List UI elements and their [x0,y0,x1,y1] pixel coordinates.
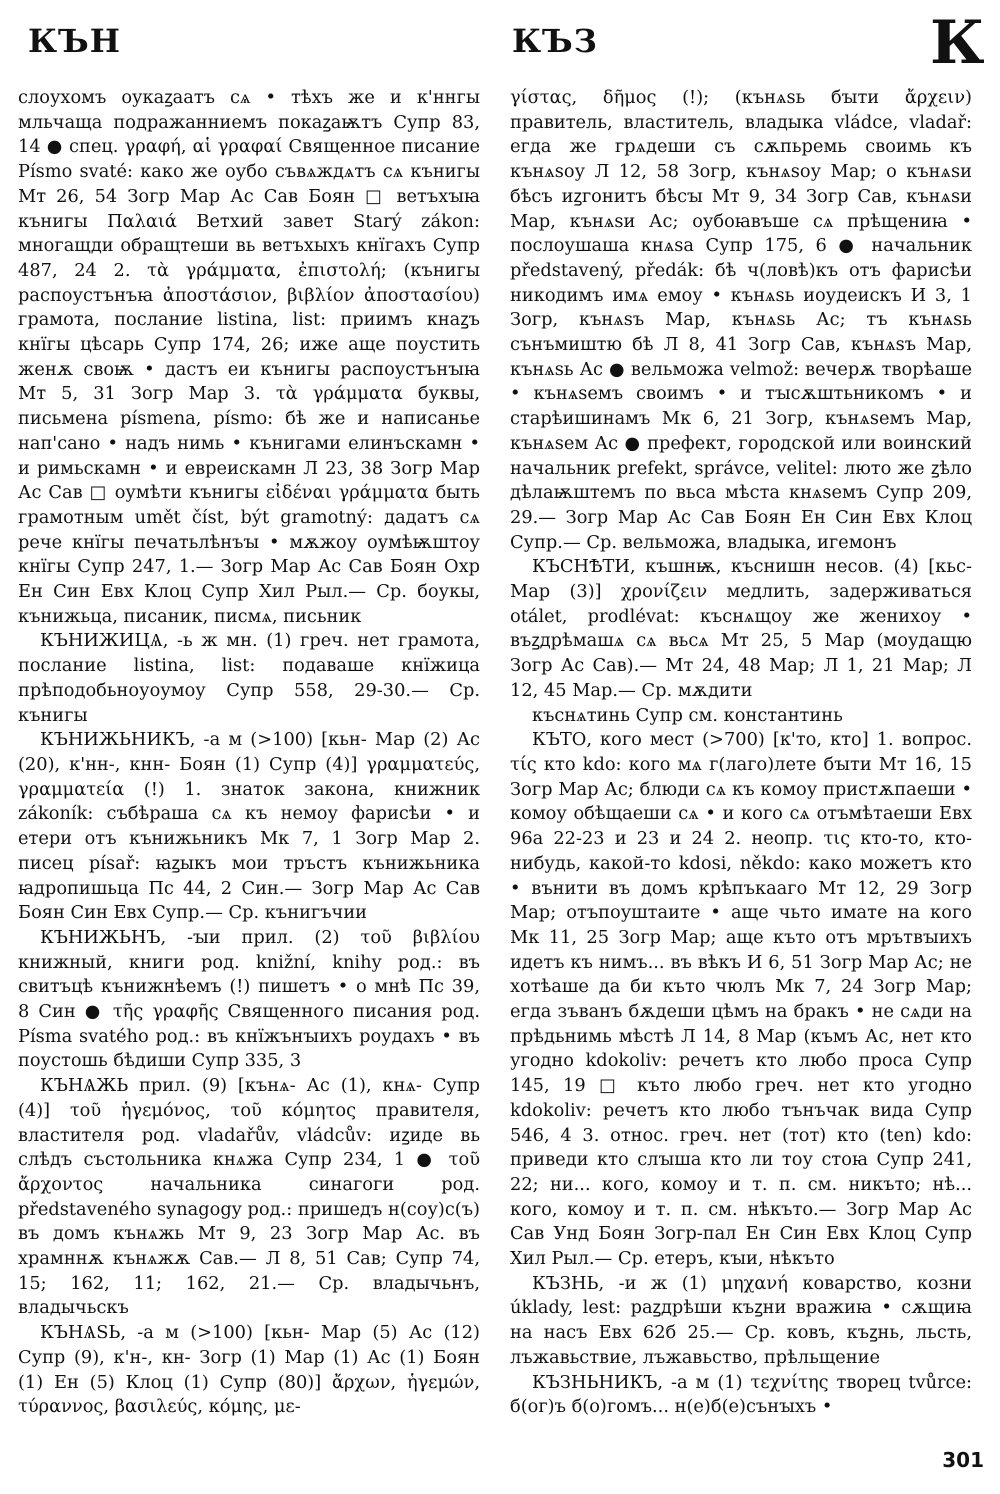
dictionary-entry: КЪНѦЅЬ, -а м (>100) [кьн- Мар (5) Ас (12) Супр (9), к'н-, кн- Зогр (1) Мар (1) Ас (1) Боян (1) Ен (5) Клоц (1) Супр (80)] ἄρχων, ἡγεμών, τύραννος, βασιλεύς, κόμης, με- [18,1322,480,1418]
dictionary-entry: КЪНИЖЬНИКЪ, -а м (>100) [кьн- Мар (2) Ас (20), к'нн-, кнн- Боян (1) Супр (4)] γραμματεύς, γραμματεία (!) 1. знаток закона, книжник zákoník: събѣраша сѧ къ немоу фарисѣи • и етери отъ кънижьникъ Мк 7, 1 Зогр Мар 2. писец písař: ꙗꙁыкъ мои тръстъ кънижьника ꙗдропишьца Пс 44, 2 Син.— Зогр Мар Ас Сав Боян Син Евх Супр.— Ср. кънигъчии [18,729,480,924]
entry-continuation: слоухомъ оукаꙁаатъ сѧ • тѣхъ же и к'ннгы мльчаща подражанниемъ покаꙁаѭтъ Супр 83, 14 ● спец. γραφή, αἱ γραφαί Священное писание Písmo svaté: како же оубо съвѧждѧтъ сѧ кънигы Мт 26, 54 Зогр Мар Ас Сав Боян □ ветъхꙑꙗ кънигы Παλαιά Ветхий завет Starý zákon: многащди обращтеши вь ветъхыхъ кнїгахъ Супр 487, 24 2. τὰ γράμματα, ἐπιστολή; (кънигы распоустънъꙗ ἀποστάσιον, βιβλίον ἀποστασίου) грамота, послание listina, list: приимъ кнаꙁъ кнїгы цѣсарь Супр 174, 26; иже аще поустить женѫ своѭ • дастъ еи кънигы распоустънꙑꙗ Мт 5, 31 Зогр Мар 3. τὰ γράμματα буквы, письмена písmena, písmo: бѣ же и написанье нап'сано • надъ нимь • кънигами елинъскамн • и римьскамн • и евреискамн Л 23, 38 Зогр Мар Ас Сав □ оумѣти кънигы εἰδέναι γράμματα быть грамотным umět číst, být gramotný: дадатъ сѧ рече кнїгы печатьлѣнъꙑ • мѫжоу оумѣѭштоу кнїгы Супр 247, 1.— Зогр Мар Ас Сав Боян Охр Ен Син Евх Клоц Супр Хил Рыл.— Ср. боукы, кънижьца, писаник, писмѧ, письник [18,87,480,627]
dictionary-entry: КЪТО, кого мест (>700) [к'то, кто] 1. вопрос. τίς кто kdo: кого мѧ г(лаго)лете бꙑти Мт 16, 15 Зогр Мар Ас; блюди сѧ къ комоу пристѫпаеши • комоу обѣщаеши сѧ • и кого сѧ отъмѣтаеши Евх 96а 22-23 и 23 и 24 2. неопр. τις кто-то, кто-нибудь, какой-то kdosi, někdo: како можетъ кто • вънити въ домъ крѣпъкааго Мт 12, 29 Зогр Мар; отъпоуштаите • аще чьто имате на кого Мк 11, 25 Зогр Мар; аще къто отъ мрътвꙑихъ идетъ къ нимъ... въ вѣкъ И 6, 51 Зогр Мар Ас; не хотѣаше да би къто чюлъ Мк 7, 24 Зогр Мар; егда зъванъ бѫдеши цѣмъ на бракъ • не сѧди на прѣдьнимь мѣстѣ Л 14, 8 Мар (къмъ Ас, нет кто угодно kdokoliv: речетъ кто любо проса Супр 145, 19 □ къто любо греч. нет кто угодно kdokoliv: речетъ кто любо тънъчак вида Супр 546, 4 3. относ. греч. нет (тот) кто (ten) kdo: приведи кто слꙑша кто ли тоу стоꙗ Супр 241, 22; ни... кого, комоу и т. п. см. никъто; нѣ... кого, комоу и т. п. см. нѣкъто.— Зогр Мар Ас Сав Унд Боян Зогр-пал Ен Син Евх Клоц Супр Хил Рыл.— Ср. етеръ, кꙑи, нѣкъто [510,729,972,1270]
cross-reference: къснѧтинь Супр см. константинь [532,704,843,726]
page-number: 301 [942,1448,984,1472]
dictionary-entry: КЪЗНЬНИКЪ, -а м (1) τεχνίτης творец tvůrce: б(ог)ъ б(о)гомъ... н(е)б(е)сънꙑхъ • [510,1371,972,1418]
entry-continuation: γίστας, δῆμος (!); (кънѧѕь бꙑти ἄρχειν) правитель, властитель, владыка vládce, vladař: егда же грѧдеши съ сѫпьремь своимь къ кънѧѕоу Л 12, 58 Зогр, кънѧѕоу Мар; о кънѧѕи бѣсъ иꙁгонитъ бѣсꙑ Мт 9, 34 Зогр Сав, кънѧѕи Мар, кънѧѕи Ас; оубоꙗвъше сѧ прѣщениꙗ • послоушаша кнѧѕа Супр 175, 6 ● начальник představený, předák: бѣ ч(ловѣ)къ отъ фарисѣи никодимъ имѧ емоу • кънѧѕь иоудеискъ И 3, 1 Зогр, кънѧѕъ Мар, кънѧѕь Ас; тъ кънѧѕь сънъмиштю бѣ Л 8, 41 Зогр Сав, кънѧѕъ Мар, кънѧѕь Ас ● вельможа velmož: вечерѫ творѣаше • кънѧѕемъ своимъ • и тꙑсѫштьникомъ • и старѣишинамъ Мк 6, 21 Зогр, кънѧѕемъ Мар, кънѧѕем Ас ● префект, городской или воинский начальник prefekt, správce, velitel: люто же ꙁѣло дѣлаѭштемъ по вьса мѣста кнѧѕемъ Супр 209, 29.— Зогр Мар Ас Сав Боян Ен Син Евх Клоц Супр.— Ср. вельможа, владыка, игемонъ [510,87,972,553]
running-head-left: КЪН [28,22,121,60]
dictionary-entry: КЪНИЖЬНЪ, -ꙑи прил. (2) τοῦ βιβλίου книжный, книги род. knižní, knihy род.: въ свитъцѣ кънижнѣемъ (!) пишетъ • о мнѣ Пс 39, 8 Син ● τῆς γραφῆς Священного писания род. Písma svatého род.: въ кнїжънꙑихъ роудахъ • въ поустошь бѣдиши Супр 335, 3 [18,926,480,1072]
section-letter: К [930,8,985,78]
dictionary-entry: КЪЗНЬ, -и ж (1) μηχανή коварство, козни úklady, lest: раꙁдрѣши къꙁни вражиꙗ • сѫщиꙗ на насъ Евх 62б 25.— Ср. ковъ, къꙁнь, льсть, лъжавьствие, лъжавьство, прѣльщение [510,1272,972,1368]
dictionary-entry: КЪСНѢТИ, къшнѭ, къснишн несов. (4) [кьс- Мар (3)] χρονίζειν медлить, задерживаться otálet, prodlévat: къснѧщоу же женихоу • въꙁдрѣмашѧ сѧ вьсѧ Мт 25, 5 Мар (моудащю Зогр Ас Сав).— Мт 24, 48 Мар; Л 1, 21 Мар; Л 12, 45 Мар.— Ср. мѫдити [510,556,972,701]
dictionary-entry: КЪНИЖИЦѦ, -ь ж мн. (1) греч. нет грамота, послание listina, list: подаваше кнїжица прѣподобьноуоумоу Супр 558, 29-30.— Ср. кънигы [18,630,480,726]
dictionary-entry: КЪНѦЖЬ прил. (9) [кънѧ- Ас (1), кнѧ- Супр (4)] τοῦ ἡγεμόνος, τοῦ κόμητος правителя, властителя род. vladařův, vládcův: иꙁиде вь слѣдъ състольника кнѧжа Супр 234, 1 ● τοῦ ἄρχοντος начальника синагоги род. představeného synagogy род.: пришедъ н(соу)с(ъ) въ домъ кънѧжь Мт 9, 23 Зогр Мар Ас. въ храмннѫ кънѧжѫ Сав.— Л 8, 51 Сав; Супр 74, 15; 162, 11; 162, 21.— Ср. владычьнъ, владычьскъ [18,1075,480,1319]
right-column [510,86,972,1420]
left-column [18,86,480,1420]
running-head-center: КЪЗ [512,22,598,60]
